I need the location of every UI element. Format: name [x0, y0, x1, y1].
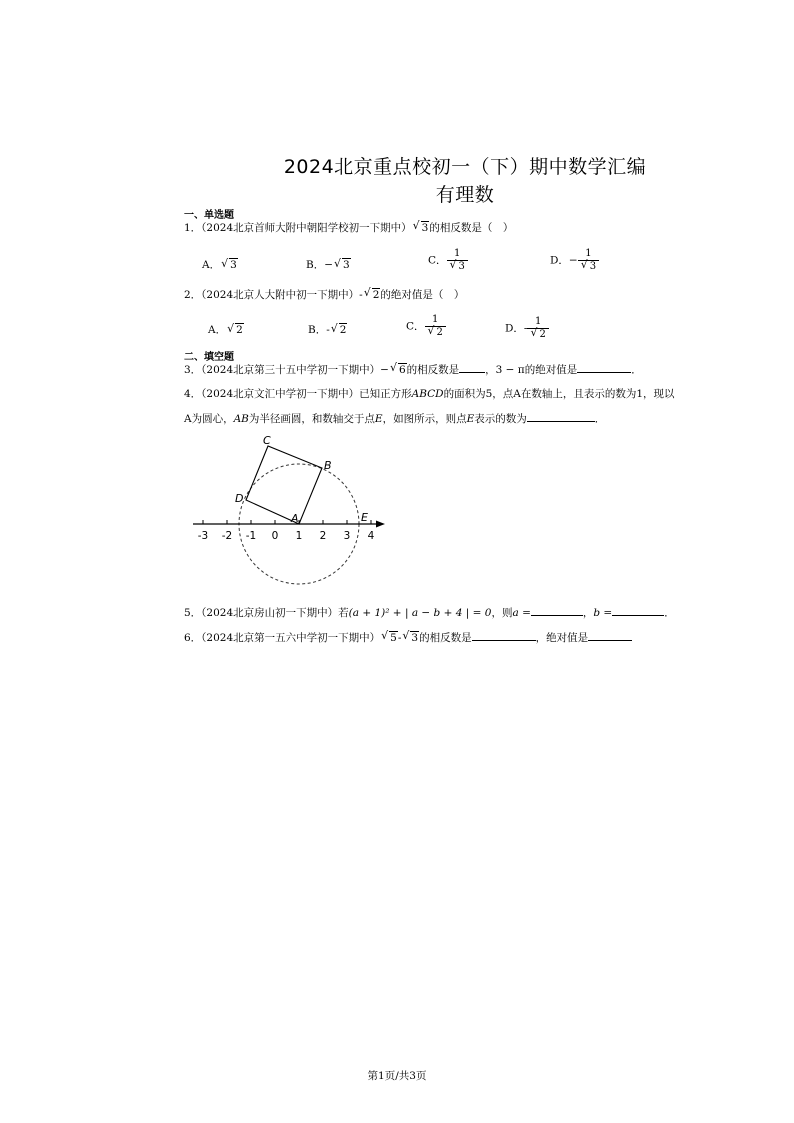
q1-option-d[interactable]: D．− 1 √ 3: [550, 248, 599, 273]
point-label-c: C: [263, 434, 271, 447]
point-label-e: E: [361, 511, 368, 524]
question-3: 3．（2024北京第三十五中学初一下期中）− √ 6的相反数是 ，3 − π的绝对值是 ．: [184, 361, 642, 376]
tick-label: 4: [367, 530, 375, 542]
q2-option-b[interactable]: B．- √ 2: [308, 322, 347, 336]
tick-label: -3: [197, 530, 209, 542]
point-label-d: D: [235, 492, 244, 505]
question-2: 2．（2024北京人大附中初一下期中）- √ 2的绝对值是（ ）: [184, 286, 465, 301]
tick-label: 3: [343, 530, 351, 542]
tick-label: 0: [271, 530, 279, 542]
tick-label: -1: [245, 530, 257, 542]
page-title: 2024北京重点校初一（下）期中数学汇编: [283, 156, 647, 178]
point-label-b: B: [324, 459, 332, 472]
tick-label: 2: [319, 530, 327, 542]
sqrt-expression: √ 3: [412, 219, 429, 234]
section-fill-blank: 二、填空题: [184, 352, 234, 363]
tick-label: 1: [295, 530, 303, 542]
answer-blank[interactable]: [459, 362, 485, 373]
answer-blank[interactable]: [472, 630, 536, 641]
sqrt-expression: √ 2: [363, 286, 380, 301]
q1-option-a[interactable]: A． √ 3: [202, 257, 237, 271]
q2-option-c[interactable]: C． 1 √ 2: [406, 314, 446, 339]
q2-option-a[interactable]: A． √ 2: [208, 322, 243, 336]
section-single-choice: 一、单选题: [184, 210, 234, 221]
page-subtitle: 有理数: [435, 184, 495, 206]
question-4-line-1: 4．（2024北京文汇中学初一下期中）已知正方形ABCD的面积为5，点A在数轴上，且表示的数为1，现以: [184, 388, 675, 400]
question-1-suffix: 的相反数是（ ）: [429, 222, 514, 234]
tick-label: -2: [221, 530, 233, 542]
question-1: [184, 221, 513, 235]
q1-option-b[interactable]: B．− √ 3: [306, 257, 350, 271]
answer-blank[interactable]: [577, 362, 631, 373]
equation: (a + 1)² + | a − b + 4 | = 0: [348, 607, 492, 619]
answer-blank[interactable]: [588, 630, 632, 641]
question-5: 5．（2024北京房山初一下期中）若(a + 1)² + | a − b + 4 | = 0，则a = ，b = ．: [184, 607, 675, 619]
answer-blank[interactable]: [527, 411, 595, 422]
answer-blank-a[interactable]: [531, 605, 583, 616]
axis-arrow: [376, 521, 385, 528]
question-6: 6．（2024北京第一五六中学初一下期中） √ 5- √ 3的相反数是 ，绝对值是: [184, 630, 632, 645]
square-abcd: [246, 446, 322, 524]
question-4-line-2: A为圆心，AB为半径画圆，和数轴交于点E，如图所示，则点E表示的数为 ．: [184, 413, 606, 425]
number-line-figure: [185, 432, 395, 592]
q2-option-d[interactable]: D．- 1 √ 2: [505, 316, 549, 341]
answer-blank-b[interactable]: [612, 605, 664, 616]
page-footer: 第1页/共3页: [367, 1070, 427, 1082]
point-label-a: A: [291, 512, 299, 525]
question-1-prefix: 1．（2024北京首师大附中朝阳学校初一下期中）: [184, 222, 412, 234]
q1-option-c[interactable]: C． 1 √ 3: [428, 248, 468, 273]
